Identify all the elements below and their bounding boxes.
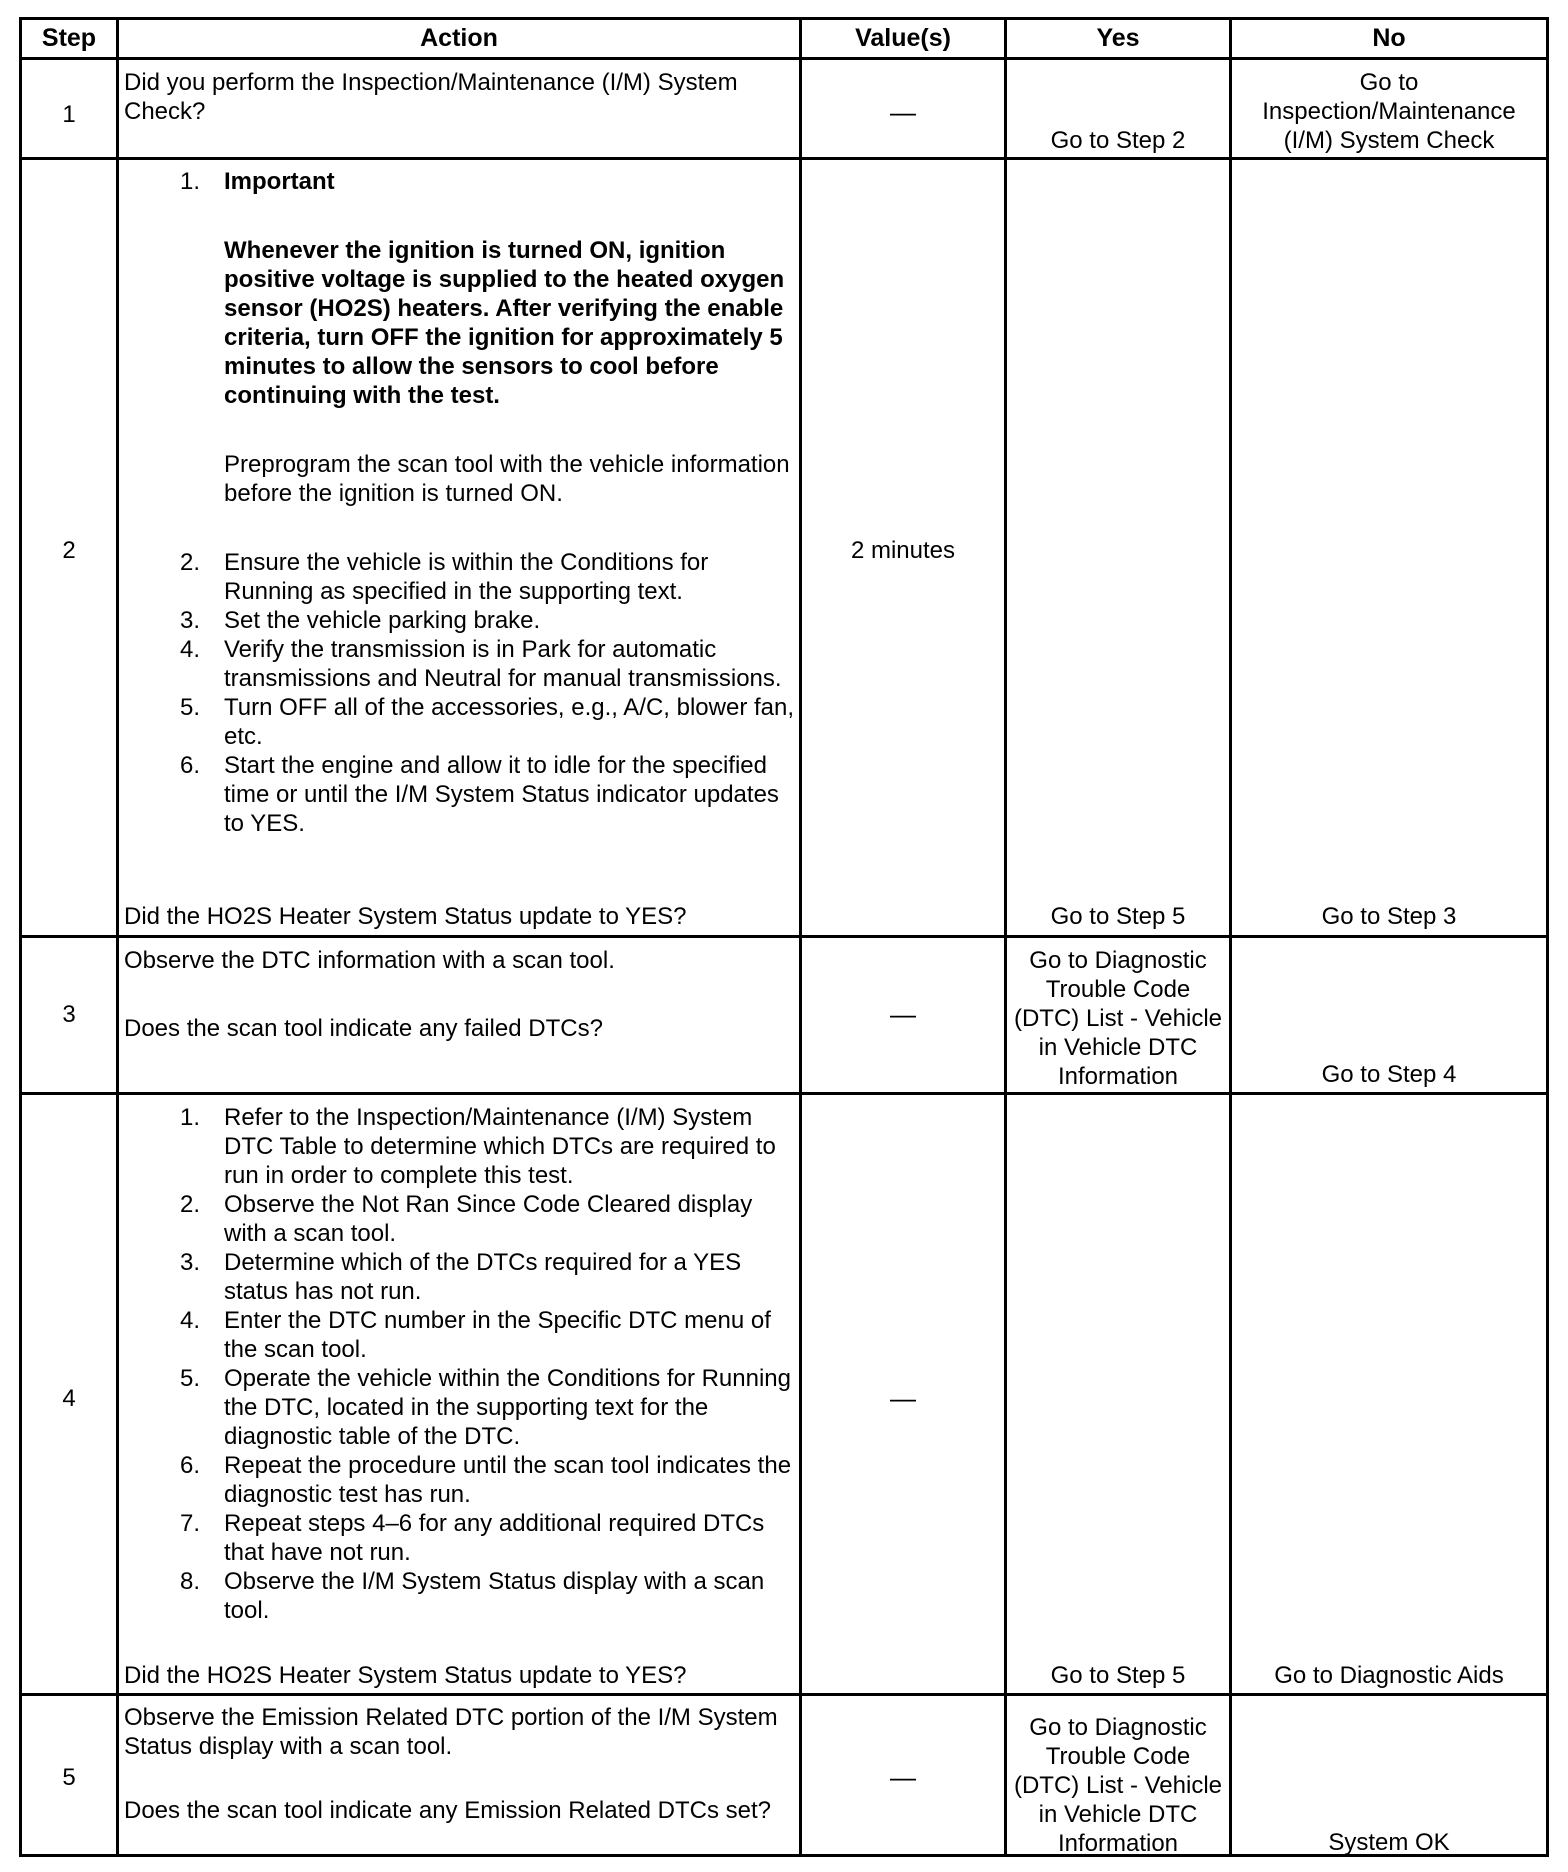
list-item — [124, 1364, 796, 1451]
list-text: Set the vehicle parking brake. — [224, 607, 541, 634]
list-number: 3. — [179, 607, 200, 634]
row-divider — [22, 1693, 1546, 1696]
list-text: Turn OFF all of the accessories, e.g., A/C, blower fan, etc. — [224, 694, 795, 750]
list-text: Verify the transmission is in Park for automatic transmissions and Neutral for manual transmissions. — [224, 636, 782, 692]
step-number: 1 — [62, 101, 76, 128]
list-item — [124, 1451, 796, 1509]
list-number: 6. — [179, 1452, 200, 1479]
action-question: Did the HO2S Heater System Status update to YES? — [124, 903, 687, 930]
list-number: 3. — [179, 1249, 200, 1276]
list-number: 7. — [179, 1510, 200, 1537]
list-item — [124, 1567, 796, 1625]
value-cell: — — [890, 1383, 916, 1413]
list-number: 2. — [179, 1191, 200, 1218]
list-text: Observe the I/M System Status display with a scan tool. — [224, 1568, 765, 1624]
action-cell — [124, 1103, 796, 1625]
list-number: 1. — [179, 168, 200, 195]
list-number: 4. — [179, 636, 200, 663]
important-title: Important — [224, 168, 335, 195]
important-text: Whenever the ignition is turned ON, ignition positive voltage is supplied to the heated oxygen sensor (HO2S) heaters. After verifying the enable criteria, turn OFF the ignition for approximately 5 minutes to allow the sensors to cool before continuing with the test. — [224, 237, 785, 409]
action-question: Did the HO2S Heater System Status update to YES? — [124, 1662, 687, 1689]
value-cell: — — [890, 1762, 916, 1792]
yes-link[interactable]: Go to Diagnostic Trouble Code (DTC) List - Vehicle in Vehicle DTC Information — [1013, 1714, 1223, 1857]
list-item — [124, 635, 796, 693]
row-divider — [22, 935, 1546, 938]
header-step: Step — [41, 24, 97, 52]
value-cell: — — [890, 999, 916, 1029]
list-text: Observe the Not Ran Since Code Cleared display with a scan tool. — [224, 1191, 753, 1247]
header-no: No — [1372, 24, 1406, 52]
step-number: 4 — [62, 1385, 76, 1412]
diagnostic-table — [19, 17, 1549, 1857]
procedure-list — [124, 1103, 796, 1625]
yes-link[interactable]: Go to Step 5 — [1050, 1662, 1186, 1689]
list-item — [124, 693, 796, 751]
action-cell — [124, 167, 796, 838]
header-yes: Yes — [1096, 24, 1140, 52]
list-item — [124, 751, 796, 838]
yes-link[interactable]: Go to Diagnostic Trouble Code (DTC) List - Vehicle in Vehicle DTC Information — [1013, 947, 1223, 1090]
list-number: 4. — [179, 1307, 200, 1334]
list-text: Operate the vehicle within the Conditions for Running the DTC, located in the supporting text for the diagnostic table of the DTC. — [224, 1365, 791, 1450]
list-number: 1. — [179, 1104, 200, 1131]
no-link[interactable]: Go to Step 3 — [1321, 903, 1457, 930]
value-cell: 2 minutes — [850, 537, 956, 564]
step-number: 5 — [62, 1764, 76, 1791]
list-text: Repeat steps 4–6 for any additional required DTCs that have not run. — [224, 1510, 765, 1566]
list-number: 2. — [179, 549, 200, 576]
list-item — [124, 1509, 796, 1567]
action-question: Does the scan tool indicate any Emission Related DTCs set? — [124, 1797, 771, 1824]
row-divider — [22, 157, 1546, 160]
header-values: Value(s) — [855, 24, 951, 52]
header-action: Action — [420, 24, 498, 52]
list-item — [124, 606, 796, 635]
no-link[interactable]: Go to Step 4 — [1321, 1061, 1457, 1088]
procedure-list — [124, 548, 796, 838]
list-item — [124, 1248, 796, 1306]
no-link[interactable]: Go to Diagnostic Aids — [1274, 1662, 1504, 1689]
list-text: Enter the DTC number in the Specific DTC menu of the scan tool. — [224, 1307, 771, 1363]
list-number: 8. — [179, 1568, 200, 1595]
row-divider — [22, 1092, 1546, 1095]
list-number: 5. — [179, 694, 200, 721]
no-link[interactable]: System OK — [1328, 1829, 1450, 1856]
action-text: Observe the DTC information with a scan tool. — [124, 947, 615, 974]
action-text: Observe the Emission Related DTC portion of the I/M System Status display with a scan tool. — [124, 1704, 778, 1760]
list-text: Determine which of the DTCs required for a YES status has not run. — [224, 1249, 742, 1305]
no-link[interactable]: Go to Inspection/Maintenance (I/M) System Check — [1262, 69, 1516, 154]
action-question: Did you perform the Inspection/Maintenance (I/M) System Check? — [124, 69, 738, 125]
list-text: Start the engine and allow it to idle for the specified time or until the I/M System Status indicator updates to YES. — [224, 752, 779, 837]
important-note: Preprogram the scan tool with the vehicle information before the ignition is turned ON. — [224, 451, 790, 507]
list-number: 6. — [179, 752, 200, 779]
action-question: Does the scan tool indicate any failed DTCs? — [124, 1015, 603, 1042]
list-item — [124, 1103, 796, 1190]
step-number: 2 — [62, 537, 76, 564]
list-item — [124, 1190, 796, 1248]
list-item — [124, 1306, 796, 1364]
list-text: Repeat the procedure until the scan tool indicates the diagnostic test has run. — [224, 1452, 792, 1508]
row-divider — [22, 57, 1546, 60]
step-number: 3 — [62, 1001, 76, 1028]
yes-link[interactable]: Go to Step 2 — [1050, 127, 1186, 154]
yes-link[interactable]: Go to Step 5 — [1050, 903, 1186, 930]
list-text: Refer to the Inspection/Maintenance (I/M) System DTC Table to determine which DTCs are required to run in order to complete this test. — [224, 1104, 776, 1189]
list-item — [124, 548, 796, 606]
value-cell: — — [890, 97, 916, 127]
list-number: 5. — [179, 1365, 200, 1392]
list-text: Ensure the vehicle is within the Conditions for Running as specified in the supporting text. — [224, 549, 709, 605]
